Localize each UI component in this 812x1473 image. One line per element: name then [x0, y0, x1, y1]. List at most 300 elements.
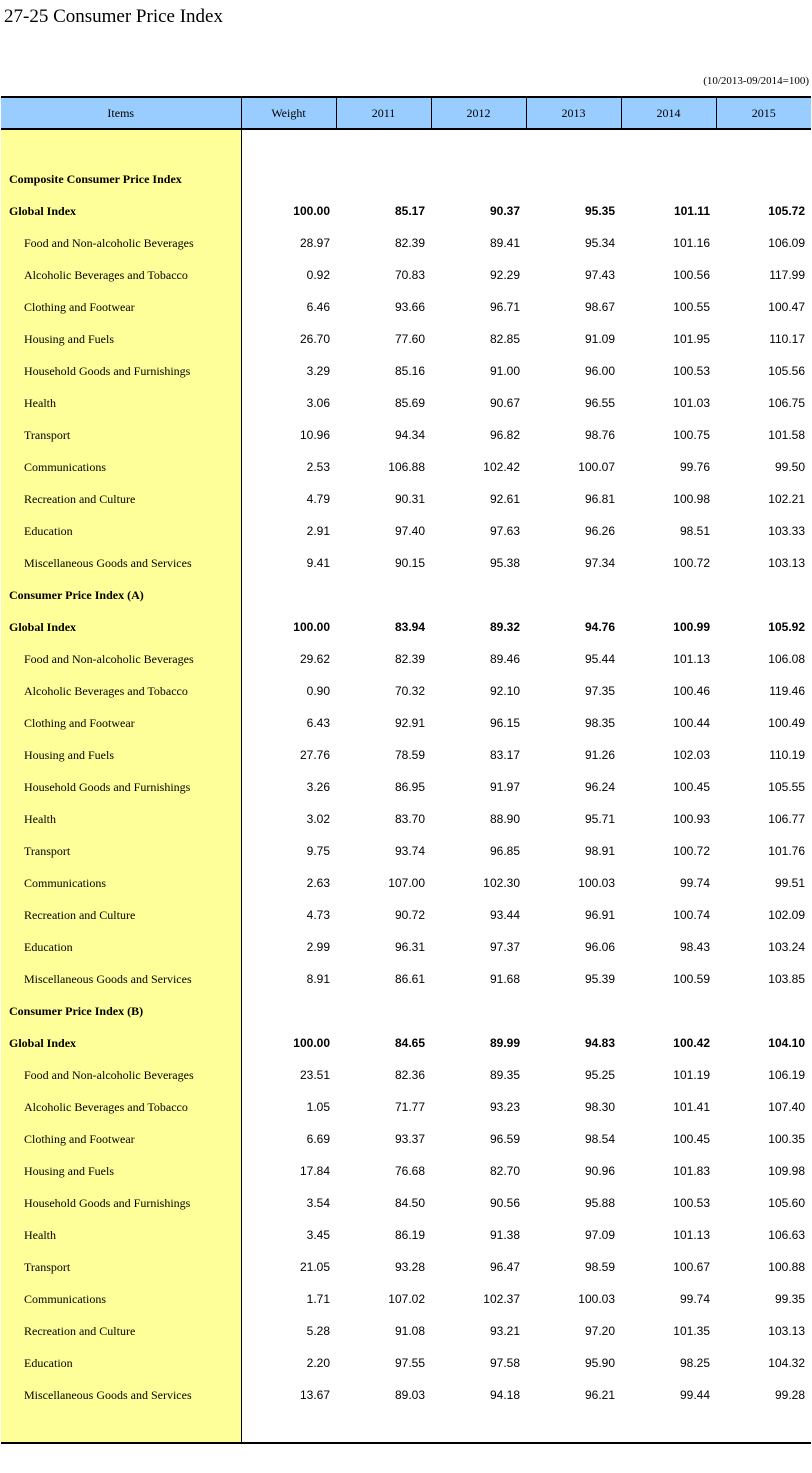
index-cell: 100.72: [673, 844, 710, 858]
index-cell: 106.75: [768, 396, 805, 410]
row-label: Global Index: [1, 1027, 241, 1059]
table-row: [1, 1219, 811, 1251]
index-cell: 85.17: [394, 204, 425, 218]
index-cell: 96.59: [489, 1132, 520, 1146]
index-cell: 97.20: [584, 1324, 615, 1338]
index-cell: 90.31: [394, 492, 425, 506]
weight-cell: 1.05: [306, 1100, 330, 1114]
row-label: Education: [1, 515, 241, 547]
index-cell: 101.19: [673, 1068, 710, 1082]
index-cell: 110.17: [769, 332, 805, 346]
weight-cell: 6.43: [306, 716, 330, 730]
table-row: [1, 419, 811, 451]
row-label: Miscellaneous Goods and Services: [1, 1379, 241, 1411]
index-cell: 99.51: [774, 876, 805, 890]
row-label: Transport: [1, 419, 241, 451]
index-cell: 89.41: [489, 236, 520, 250]
index-cell: 101.95: [673, 332, 710, 346]
weight-cell: 0.92: [306, 268, 330, 282]
index-cell: 98.59: [584, 1260, 615, 1274]
table-row: [1, 227, 811, 259]
index-cell: 89.03: [394, 1388, 425, 1402]
column-header-2015: 2015: [716, 97, 811, 129]
index-cell: 86.61: [394, 972, 425, 986]
index-cell: 101.58: [768, 428, 805, 442]
table-row: [1, 1315, 811, 1347]
index-cell: 98.30: [584, 1100, 615, 1114]
index-cell: 95.88: [584, 1196, 615, 1210]
index-cell: 90.37: [489, 204, 520, 218]
section-title: Composite Consumer Price Index: [1, 163, 241, 195]
row-label: Transport: [1, 1251, 241, 1283]
row-label: Recreation and Culture: [1, 899, 241, 931]
weight-cell: 2.53: [306, 460, 330, 474]
index-cell: 100.75: [673, 428, 710, 442]
row-label: Communications: [1, 451, 241, 483]
index-cell: 90.67: [489, 396, 520, 410]
empty-cell: [431, 995, 526, 1027]
index-cell: 117.99: [769, 268, 805, 282]
global-index-row: [1, 611, 811, 643]
index-cell: 101.03: [673, 396, 710, 410]
index-cell: 96.71: [489, 300, 520, 314]
index-cell: 78.59: [394, 748, 425, 762]
spacer-row: [1, 1411, 811, 1443]
index-cell: 100.67: [673, 1260, 710, 1274]
index-cell: 89.46: [489, 652, 520, 666]
row-label: Household Goods and Furnishings: [1, 771, 241, 803]
empty-cell: [716, 163, 811, 195]
base-period-note: (10/2013-09/2014=100): [703, 75, 809, 87]
index-cell: 119.46: [769, 684, 805, 698]
index-cell: 98.51: [679, 524, 710, 538]
index-cell: 100.03: [578, 1292, 615, 1306]
column-header-2011: 2011: [336, 97, 431, 129]
index-cell: 89.99: [489, 1036, 520, 1050]
index-cell: 98.35: [584, 716, 615, 730]
index-cell: 100.88: [768, 1260, 805, 1274]
index-cell: 103.13: [768, 556, 805, 570]
row-label: Health: [1, 803, 241, 835]
index-cell: 92.29: [489, 268, 520, 282]
table-row: [1, 835, 811, 867]
row-label: Clothing and Footwear: [1, 1123, 241, 1155]
index-cell: 105.92: [768, 620, 805, 634]
index-cell: 91.26: [584, 748, 615, 762]
index-cell: 91.97: [489, 780, 520, 794]
row-label: Global Index: [1, 195, 241, 227]
index-cell: 98.43: [679, 940, 710, 954]
index-cell: 86.19: [394, 1228, 425, 1242]
cpi-table: [1, 96, 811, 1444]
index-cell: 101.83: [673, 1164, 710, 1178]
weight-cell: 29.62: [299, 652, 330, 666]
index-cell: 84.50: [394, 1196, 425, 1210]
row-label: Housing and Fuels: [1, 323, 241, 355]
weight-cell: 17.84: [299, 1164, 330, 1178]
row-label: Health: [1, 1219, 241, 1251]
index-cell: 85.16: [394, 364, 425, 378]
table-row: [1, 1059, 811, 1091]
weight-cell: 2.20: [306, 1356, 330, 1370]
index-cell: 97.40: [394, 524, 425, 538]
table-row: [1, 323, 811, 355]
index-cell: 96.26: [584, 524, 615, 538]
index-cell: 100.59: [673, 972, 710, 986]
index-cell: 70.32: [394, 684, 425, 698]
table-row: [1, 515, 811, 547]
weight-cell: 6.46: [306, 300, 330, 314]
index-cell: 104.10: [768, 1036, 805, 1050]
table-row: [1, 355, 811, 387]
index-cell: 107.02: [388, 1292, 425, 1306]
column-header-items: Items: [1, 97, 241, 129]
table-row: [1, 547, 811, 579]
weight-cell: 100.00: [293, 1036, 330, 1050]
spacer-cell: [241, 1411, 811, 1443]
index-cell: 71.77: [394, 1100, 425, 1114]
index-cell: 93.44: [489, 908, 520, 922]
index-cell: 85.69: [394, 396, 425, 410]
index-cell: 99.28: [774, 1388, 805, 1402]
table-row: [1, 707, 811, 739]
index-cell: 95.39: [584, 972, 615, 986]
spacer-cell: [1, 129, 241, 163]
weight-cell: 9.41: [306, 556, 330, 570]
index-cell: 101.11: [673, 204, 710, 218]
weight-cell: 3.02: [306, 812, 330, 826]
row-label: Education: [1, 931, 241, 963]
row-label: Household Goods and Furnishings: [1, 1187, 241, 1219]
empty-cell: [716, 579, 811, 611]
index-cell: 103.13: [768, 1324, 805, 1338]
index-cell: 100.72: [673, 556, 710, 570]
empty-cell: [621, 579, 716, 611]
index-cell: 83.94: [394, 620, 425, 634]
empty-cell: [336, 163, 431, 195]
index-cell: 100.53: [673, 1196, 710, 1210]
index-cell: 100.03: [578, 876, 615, 890]
index-cell: 86.95: [394, 780, 425, 794]
index-cell: 76.68: [394, 1164, 425, 1178]
weight-cell: 4.73: [306, 908, 330, 922]
index-cell: 101.13: [673, 1228, 710, 1242]
index-cell: 94.76: [584, 620, 615, 634]
column-header-2014: 2014: [621, 97, 716, 129]
index-cell: 92.91: [394, 716, 425, 730]
weight-cell: 3.29: [306, 364, 330, 378]
index-cell: 102.21: [768, 492, 805, 506]
empty-cell: [431, 579, 526, 611]
index-cell: 95.90: [584, 1356, 615, 1370]
table-row: [1, 1155, 811, 1187]
table-row: [1, 483, 811, 515]
weight-cell: 26.70: [299, 332, 330, 346]
table-row: [1, 803, 811, 835]
index-cell: 109.98: [768, 1164, 805, 1178]
index-cell: 104.32: [768, 1356, 805, 1370]
index-cell: 101.41: [673, 1100, 710, 1114]
index-cell: 98.25: [679, 1356, 710, 1370]
page-title: 27-25 Consumer Price Index: [4, 6, 223, 27]
weight-cell: 3.45: [306, 1228, 330, 1242]
index-cell: 91.08: [394, 1324, 425, 1338]
index-cell: 77.60: [394, 332, 425, 346]
index-cell: 101.35: [673, 1324, 710, 1338]
index-cell: 100.55: [673, 300, 710, 314]
index-cell: 91.00: [489, 364, 520, 378]
index-cell: 95.35: [584, 204, 615, 218]
table-row: [1, 259, 811, 291]
section-header-row: [1, 579, 811, 611]
index-cell: 93.74: [394, 844, 425, 858]
index-cell: 94.18: [489, 1388, 520, 1402]
empty-cell: [526, 579, 621, 611]
index-cell: 91.38: [489, 1228, 520, 1242]
weight-cell: 2.91: [306, 524, 330, 538]
index-cell: 106.08: [768, 652, 805, 666]
index-cell: 83.70: [394, 812, 425, 826]
index-cell: 90.56: [489, 1196, 520, 1210]
index-cell: 90.72: [394, 908, 425, 922]
index-cell: 96.06: [584, 940, 615, 954]
index-cell: 82.39: [394, 652, 425, 666]
column-header-2012: 2012: [431, 97, 526, 129]
index-cell: 97.09: [584, 1228, 615, 1242]
table-row: [1, 643, 811, 675]
table-row: [1, 675, 811, 707]
index-cell: 97.55: [394, 1356, 425, 1370]
weight-cell: 3.06: [306, 396, 330, 410]
empty-cell: [241, 995, 336, 1027]
row-label: Transport: [1, 835, 241, 867]
index-cell: 107.00: [388, 876, 425, 890]
row-label: Communications: [1, 1283, 241, 1315]
index-cell: 100.99: [673, 620, 710, 634]
table-row: [1, 771, 811, 803]
table-row: [1, 1091, 811, 1123]
index-cell: 106.88: [388, 460, 425, 474]
index-cell: 97.43: [584, 268, 615, 282]
empty-cell: [621, 163, 716, 195]
index-cell: 103.85: [768, 972, 805, 986]
row-label: Food and Non-alcoholic Beverages: [1, 643, 241, 675]
index-cell: 94.34: [394, 428, 425, 442]
empty-cell: [526, 163, 621, 195]
index-cell: 90.96: [584, 1164, 615, 1178]
index-cell: 96.21: [584, 1388, 615, 1402]
index-cell: 100.98: [673, 492, 710, 506]
weight-cell: 2.99: [306, 940, 330, 954]
global-index-row: [1, 1027, 811, 1059]
index-cell: 89.32: [489, 620, 520, 634]
index-cell: 95.25: [584, 1068, 615, 1082]
table-row: [1, 291, 811, 323]
index-cell: 97.34: [584, 556, 615, 570]
row-label: Recreation and Culture: [1, 483, 241, 515]
table-row: [1, 739, 811, 771]
index-cell: 103.33: [768, 524, 805, 538]
index-cell: 96.85: [489, 844, 520, 858]
weight-cell: 21.05: [299, 1260, 330, 1274]
index-cell: 102.37: [483, 1292, 520, 1306]
index-cell: 94.83: [584, 1036, 615, 1050]
row-label: Household Goods and Furnishings: [1, 355, 241, 387]
index-cell: 92.61: [489, 492, 520, 506]
weight-cell: 8.91: [306, 972, 330, 986]
row-label: Education: [1, 1347, 241, 1379]
index-cell: 96.15: [489, 716, 520, 730]
table-row: [1, 1123, 811, 1155]
row-label: Clothing and Footwear: [1, 707, 241, 739]
weight-cell: 10.96: [299, 428, 330, 442]
weight-cell: 13.67: [299, 1388, 330, 1402]
index-cell: 100.45: [673, 780, 710, 794]
index-cell: 100.56: [673, 268, 710, 282]
index-cell: 100.49: [768, 716, 805, 730]
index-cell: 84.65: [394, 1036, 425, 1050]
index-cell: 99.74: [679, 876, 710, 890]
weight-cell: 3.54: [306, 1196, 330, 1210]
table-row: [1, 899, 811, 931]
index-cell: 96.91: [584, 908, 615, 922]
index-cell: 89.35: [489, 1068, 520, 1082]
index-cell: 95.44: [584, 652, 615, 666]
index-cell: 97.35: [584, 684, 615, 698]
index-cell: 100.53: [673, 364, 710, 378]
index-cell: 97.63: [489, 524, 520, 538]
index-cell: 98.54: [584, 1132, 615, 1146]
index-cell: 100.44: [673, 716, 710, 730]
index-cell: 93.28: [394, 1260, 425, 1274]
weight-cell: 4.79: [306, 492, 330, 506]
index-cell: 100.93: [673, 812, 710, 826]
weight-cell: 6.69: [306, 1132, 330, 1146]
weight-cell: 1.71: [306, 1292, 330, 1306]
index-cell: 98.91: [584, 844, 615, 858]
index-cell: 82.70: [489, 1164, 520, 1178]
index-cell: 98.67: [584, 300, 615, 314]
weight-cell: 23.51: [299, 1068, 330, 1082]
table-row: [1, 1251, 811, 1283]
empty-cell: [336, 995, 431, 1027]
row-label: Alcoholic Beverages and Tobacco: [1, 1091, 241, 1123]
index-cell: 98.76: [584, 428, 615, 442]
index-cell: 70.83: [394, 268, 425, 282]
index-cell: 99.35: [774, 1292, 805, 1306]
empty-cell: [621, 995, 716, 1027]
index-cell: 83.17: [489, 748, 520, 762]
index-cell: 101.76: [768, 844, 805, 858]
row-label: Miscellaneous Goods and Services: [1, 963, 241, 995]
section-title: Consumer Price Index (B): [1, 995, 241, 1027]
index-cell: 101.13: [673, 652, 710, 666]
index-cell: 107.40: [768, 1100, 805, 1114]
table-row: [1, 1347, 811, 1379]
index-cell: 96.82: [489, 428, 520, 442]
table-row: [1, 867, 811, 899]
table-row: [1, 1379, 811, 1411]
weight-cell: 9.75: [306, 844, 330, 858]
index-cell: 95.38: [489, 556, 520, 570]
index-cell: 99.74: [679, 1292, 710, 1306]
index-cell: 100.42: [673, 1036, 710, 1050]
row-label: Food and Non-alcoholic Beverages: [1, 1059, 241, 1091]
index-cell: 96.55: [584, 396, 615, 410]
weight-cell: 0.90: [306, 684, 330, 698]
spacer-row: [1, 129, 811, 163]
index-cell: 106.09: [768, 236, 805, 250]
index-cell: 92.10: [489, 684, 520, 698]
index-cell: 93.66: [394, 300, 425, 314]
index-cell: 100.07: [578, 460, 615, 474]
index-cell: 88.90: [489, 812, 520, 826]
weight-cell: 2.63: [306, 876, 330, 890]
index-cell: 95.71: [584, 812, 615, 826]
weight-cell: 3.26: [306, 780, 330, 794]
header-row: [1, 97, 811, 129]
index-cell: 90.15: [394, 556, 425, 570]
index-cell: 105.55: [768, 780, 805, 794]
index-cell: 97.58: [489, 1356, 520, 1370]
index-cell: 102.09: [768, 908, 805, 922]
index-cell: 100.46: [673, 684, 710, 698]
table-row: [1, 451, 811, 483]
index-cell: 96.47: [489, 1260, 520, 1274]
index-cell: 91.09: [584, 332, 615, 346]
index-cell: 106.77: [768, 812, 805, 826]
section-header-row: [1, 163, 811, 195]
weight-cell: 100.00: [293, 204, 330, 218]
column-header-weight: Weight: [241, 97, 336, 129]
index-cell: 95.34: [584, 236, 615, 250]
empty-cell: [336, 579, 431, 611]
weight-cell: 100.00: [293, 620, 330, 634]
row-label: Alcoholic Beverages and Tobacco: [1, 675, 241, 707]
row-label: Health: [1, 387, 241, 419]
empty-cell: [716, 995, 811, 1027]
empty-cell: [431, 163, 526, 195]
index-cell: 99.76: [679, 460, 710, 474]
row-label: Communications: [1, 867, 241, 899]
weight-cell: 27.76: [299, 748, 330, 762]
table-row: [1, 1187, 811, 1219]
index-cell: 82.36: [394, 1068, 425, 1082]
table-row: [1, 387, 811, 419]
index-cell: 99.44: [679, 1388, 710, 1402]
index-cell: 91.68: [489, 972, 520, 986]
index-cell: 96.31: [394, 940, 425, 954]
row-label: Housing and Fuels: [1, 739, 241, 771]
index-cell: 93.37: [394, 1132, 425, 1146]
index-cell: 93.23: [489, 1100, 520, 1114]
index-cell: 100.74: [673, 908, 710, 922]
index-cell: 102.03: [673, 748, 710, 762]
row-label: Global Index: [1, 611, 241, 643]
row-label: Clothing and Footwear: [1, 291, 241, 323]
row-label: Alcoholic Beverages and Tobacco: [1, 259, 241, 291]
index-cell: 103.24: [768, 940, 805, 954]
index-cell: 105.60: [768, 1196, 805, 1210]
empty-cell: [241, 579, 336, 611]
row-label: Housing and Fuels: [1, 1155, 241, 1187]
table-row: [1, 963, 811, 995]
index-cell: 106.19: [768, 1068, 805, 1082]
index-cell: 100.35: [768, 1132, 805, 1146]
index-cell: 96.24: [584, 780, 615, 794]
row-label: Recreation and Culture: [1, 1315, 241, 1347]
index-cell: 110.19: [769, 748, 805, 762]
